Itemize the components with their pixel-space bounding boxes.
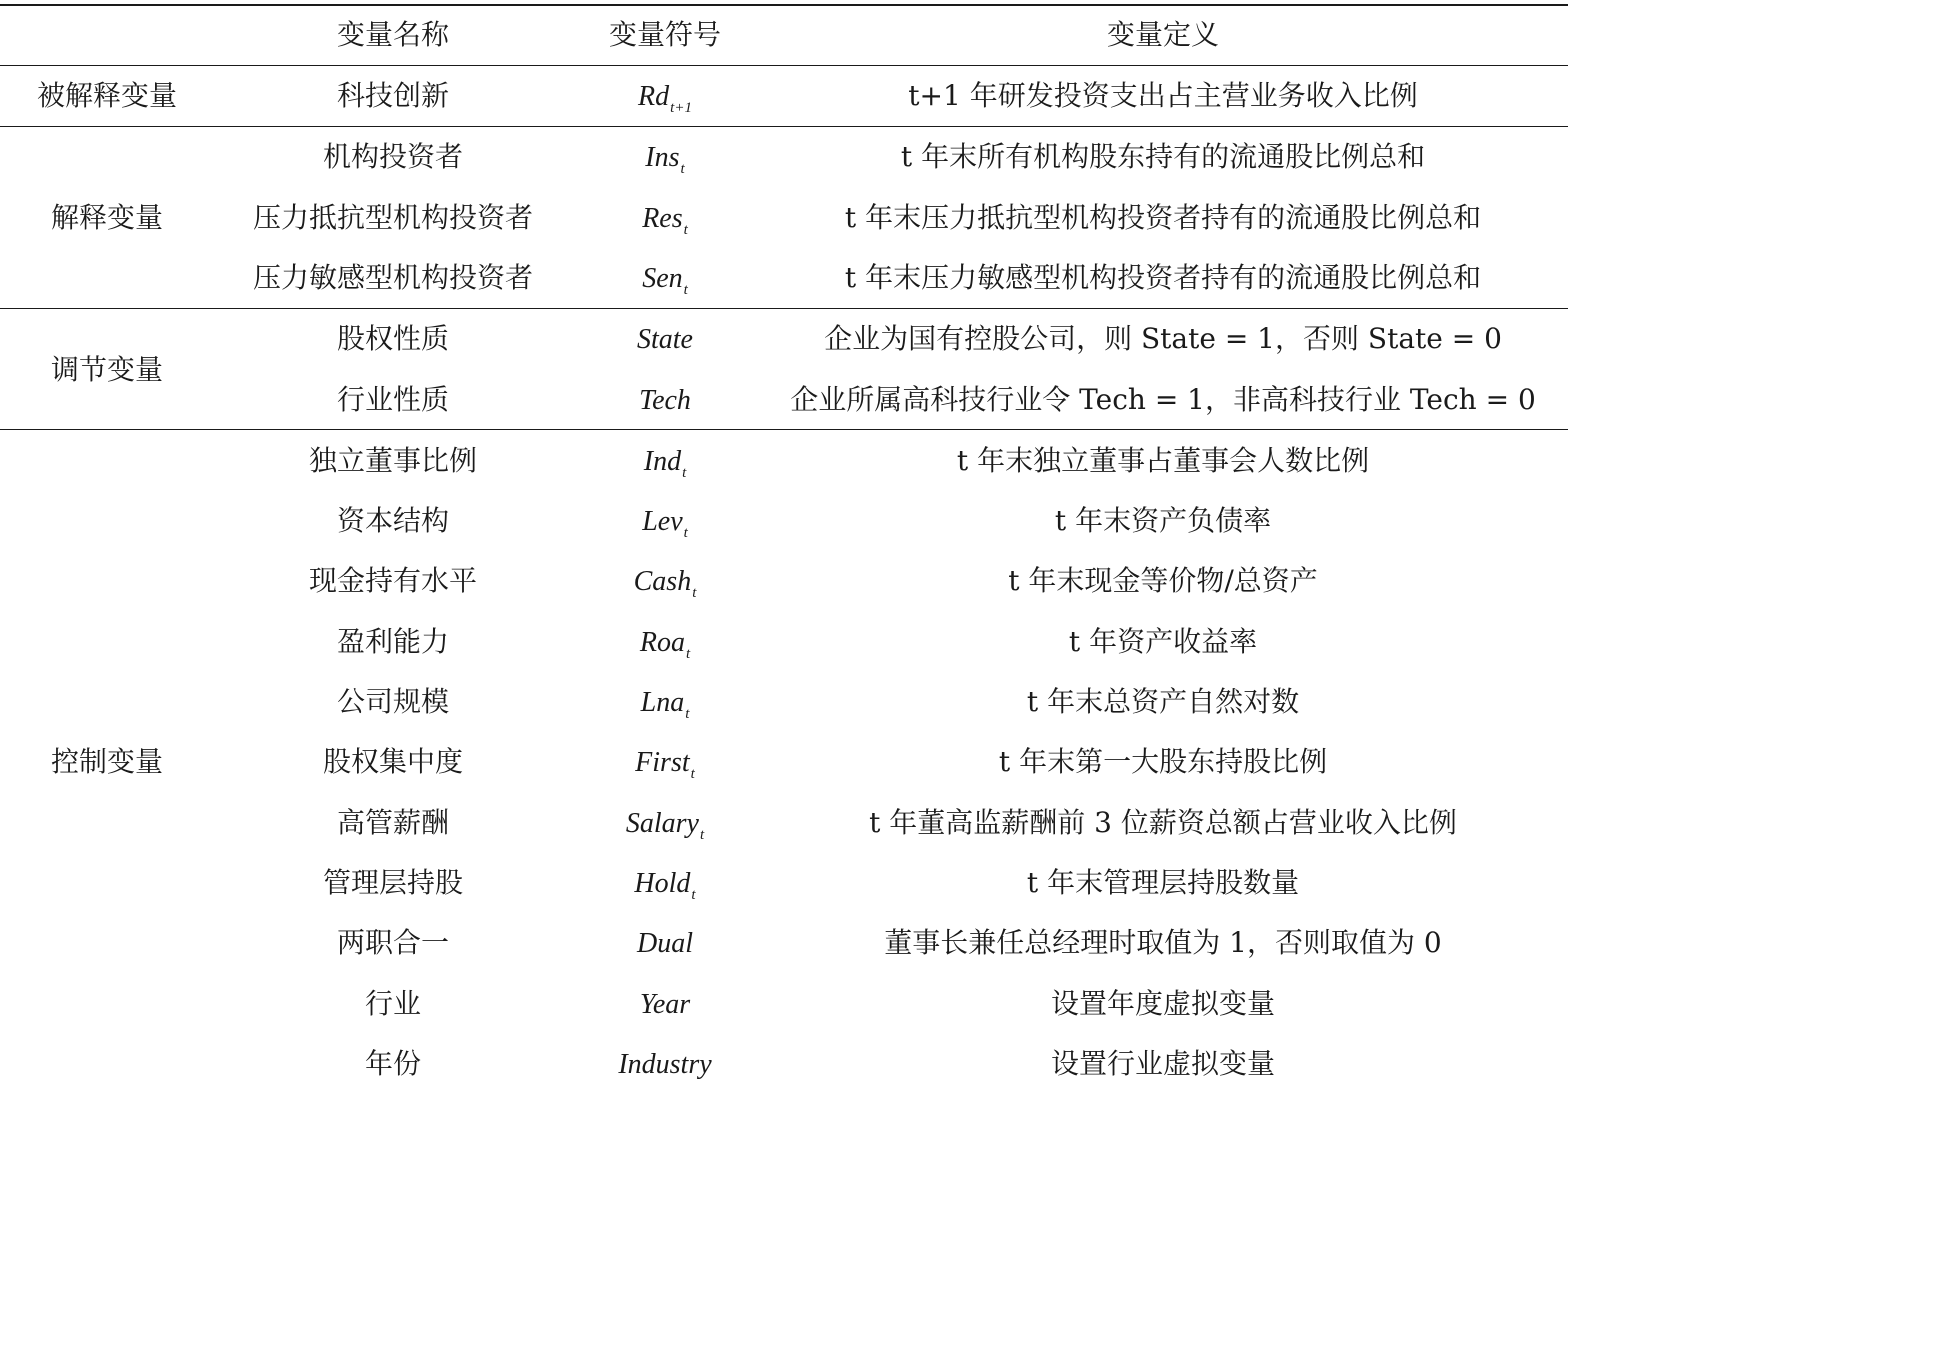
variable-symbol-subscript: t bbox=[691, 886, 696, 903]
variable-symbol: State bbox=[637, 324, 693, 356]
variable-name: 科技创新 bbox=[336, 79, 449, 112]
variable-symbol-subscript: t bbox=[683, 525, 688, 542]
variable-symbol: First bbox=[635, 747, 690, 779]
table-row bbox=[0, 672, 1568, 732]
variable-name: 现金持有水平 bbox=[308, 564, 477, 598]
header-category bbox=[0, 5, 214, 65]
variable-symbol-cell bbox=[572, 612, 758, 672]
variable-symbol-subscript: t bbox=[692, 585, 697, 602]
variable-name: 股权性质 bbox=[336, 322, 449, 356]
variable-name: 行业性质 bbox=[336, 382, 449, 416]
group-label: 解释变量 bbox=[50, 200, 163, 234]
variable-name: 高管薪酬 bbox=[336, 805, 449, 839]
variable-symbol: Ind bbox=[643, 445, 682, 477]
variable-symbol: Ins bbox=[645, 142, 680, 174]
variable-name: 年份 bbox=[364, 1046, 421, 1080]
variable-definition: 设置年度虚拟变量 bbox=[1050, 986, 1275, 1020]
header-definition: 变量定义 bbox=[1106, 18, 1219, 51]
variable-symbol: Roa bbox=[639, 626, 685, 658]
table-row bbox=[0, 853, 1568, 913]
variable-name: 两职合一 bbox=[336, 926, 449, 960]
variable-symbol: Rd bbox=[638, 81, 670, 112]
variable-symbol: Hold bbox=[634, 867, 691, 899]
variable-name: 独立董事比例 bbox=[308, 443, 477, 477]
variable-symbol-subscript: t bbox=[690, 766, 695, 783]
variable-definition: t 年末压力抵抗型机构投资者持有的流通股比例总和 bbox=[844, 200, 1482, 234]
variable-symbol: Cash bbox=[633, 566, 692, 598]
variable-definition: t 年末总资产自然对数 bbox=[1026, 685, 1300, 718]
variable-symbol: Year bbox=[639, 988, 691, 1020]
variable-symbol: Dual bbox=[637, 928, 693, 960]
variable-name: 机构投资者 bbox=[322, 140, 463, 174]
variable-name: 管理层持股 bbox=[322, 865, 463, 899]
variable-definition: t 年资产收益率 bbox=[1068, 624, 1258, 658]
variable-symbol-cell bbox=[572, 974, 758, 1034]
variable-symbol-cell bbox=[572, 1034, 758, 1094]
variable-symbol-cell bbox=[572, 127, 758, 187]
header-name: 变量名称 bbox=[336, 18, 449, 51]
variable-definition: t 年末第一大股东持股比例 bbox=[998, 745, 1328, 779]
variable-symbol: Lna bbox=[640, 687, 685, 718]
table-row bbox=[0, 913, 1568, 973]
table-row bbox=[0, 66, 1568, 126]
variable-symbol-subscript: t bbox=[699, 826, 705, 843]
variable-symbol-cell bbox=[572, 491, 758, 551]
variable-definition: t 年末独立董事占董事会人数比例 bbox=[956, 443, 1370, 477]
variable-symbol-cell bbox=[572, 309, 758, 369]
table-header-row bbox=[0, 5, 1568, 65]
variable-symbol-subscript: t bbox=[685, 645, 691, 662]
variable-name: 股权集中度 bbox=[322, 745, 463, 779]
variable-symbol: Tech bbox=[639, 384, 691, 416]
variable-symbol-cell bbox=[572, 732, 758, 792]
header-symbol: 变量符号 bbox=[608, 18, 721, 51]
group-label: 被解释变量 bbox=[36, 79, 177, 113]
variable-definition: t+1 年研发投资支出占主营业务收入比例 bbox=[908, 79, 1418, 112]
table-row bbox=[0, 309, 1568, 369]
table-row bbox=[0, 551, 1568, 611]
variable-symbol-subscript: t bbox=[685, 706, 690, 722]
table-row bbox=[0, 732, 1568, 792]
variable-symbol-cell bbox=[572, 672, 758, 732]
variable-symbol-subscript: t bbox=[683, 281, 688, 298]
table-row bbox=[0, 1034, 1568, 1094]
variable-name: 压力敏感型机构投资者 bbox=[252, 260, 533, 294]
table-row bbox=[0, 491, 1568, 551]
variable-definition: t 年末所有机构股东持有的流通股比例总和 bbox=[900, 140, 1426, 174]
variable-symbol-cell bbox=[572, 248, 758, 308]
variable-definition: 企业所属高科技行业令 Tech = 1，非高科技行业 Tech = 0 bbox=[790, 382, 1536, 416]
variable-name: 盈利能力 bbox=[336, 624, 449, 658]
variable-symbol: Industry bbox=[618, 1048, 712, 1080]
variable-symbol: Sen bbox=[642, 262, 683, 294]
variable-definition: 设置行业虚拟变量 bbox=[1050, 1046, 1275, 1080]
group-label: 控制变量 bbox=[50, 745, 163, 779]
variable-definition: t 年末管理层持股数量 bbox=[1026, 865, 1300, 899]
table-row bbox=[0, 974, 1568, 1034]
variable-name: 行业 bbox=[364, 986, 421, 1020]
variable-definition: t 年末压力敏感型机构投资者持有的流通股比例总和 bbox=[844, 260, 1482, 294]
variable-symbol: Lev bbox=[642, 506, 683, 538]
variable-definition: 企业为国有控股公司，则 State = 1，否则 State = 0 bbox=[824, 322, 1502, 356]
variable-symbol-cell bbox=[572, 370, 758, 430]
variable-symbol: Res bbox=[642, 202, 683, 234]
variable-definition: 董事长兼任总经理时取值为 1，否则取值为 0 bbox=[884, 926, 1442, 960]
variable-symbol-cell bbox=[572, 431, 758, 491]
variable-symbol-cell bbox=[572, 793, 758, 853]
table-row bbox=[0, 127, 1568, 187]
variable-symbol-subscript: t bbox=[683, 221, 688, 238]
table-row bbox=[0, 248, 1568, 308]
variable-symbol-subscript: t bbox=[682, 464, 687, 481]
variable-symbol-subscript: t bbox=[680, 161, 685, 178]
variable-name: 压力抵抗型机构投资者 bbox=[252, 200, 533, 234]
table-row bbox=[0, 793, 1568, 853]
variable-symbol-subscript: t+1 bbox=[670, 100, 692, 116]
variable-name: 公司规模 bbox=[336, 685, 449, 718]
variable-symbol-cell bbox=[572, 551, 758, 611]
variable-definition: t 年末现金等价物/总资产 bbox=[1008, 564, 1318, 598]
table-row bbox=[0, 431, 1568, 491]
variable-symbol-cell bbox=[572, 188, 758, 248]
variable-symbol-cell bbox=[572, 853, 758, 913]
variable-symbol: Salary bbox=[625, 807, 699, 839]
variable-name: 资本结构 bbox=[336, 504, 449, 538]
table-row bbox=[0, 188, 1568, 248]
variable-definition: t 年末资产负债率 bbox=[1054, 504, 1272, 538]
group-label: 调节变量 bbox=[50, 352, 163, 386]
variable-symbol-cell bbox=[572, 66, 758, 126]
table-row bbox=[0, 612, 1568, 672]
table-row bbox=[0, 370, 1568, 430]
variable-definition: t 年董高监薪酬前 3 位薪资总额占营业收入比例 bbox=[869, 805, 1457, 839]
variable-symbol-cell bbox=[572, 913, 758, 973]
